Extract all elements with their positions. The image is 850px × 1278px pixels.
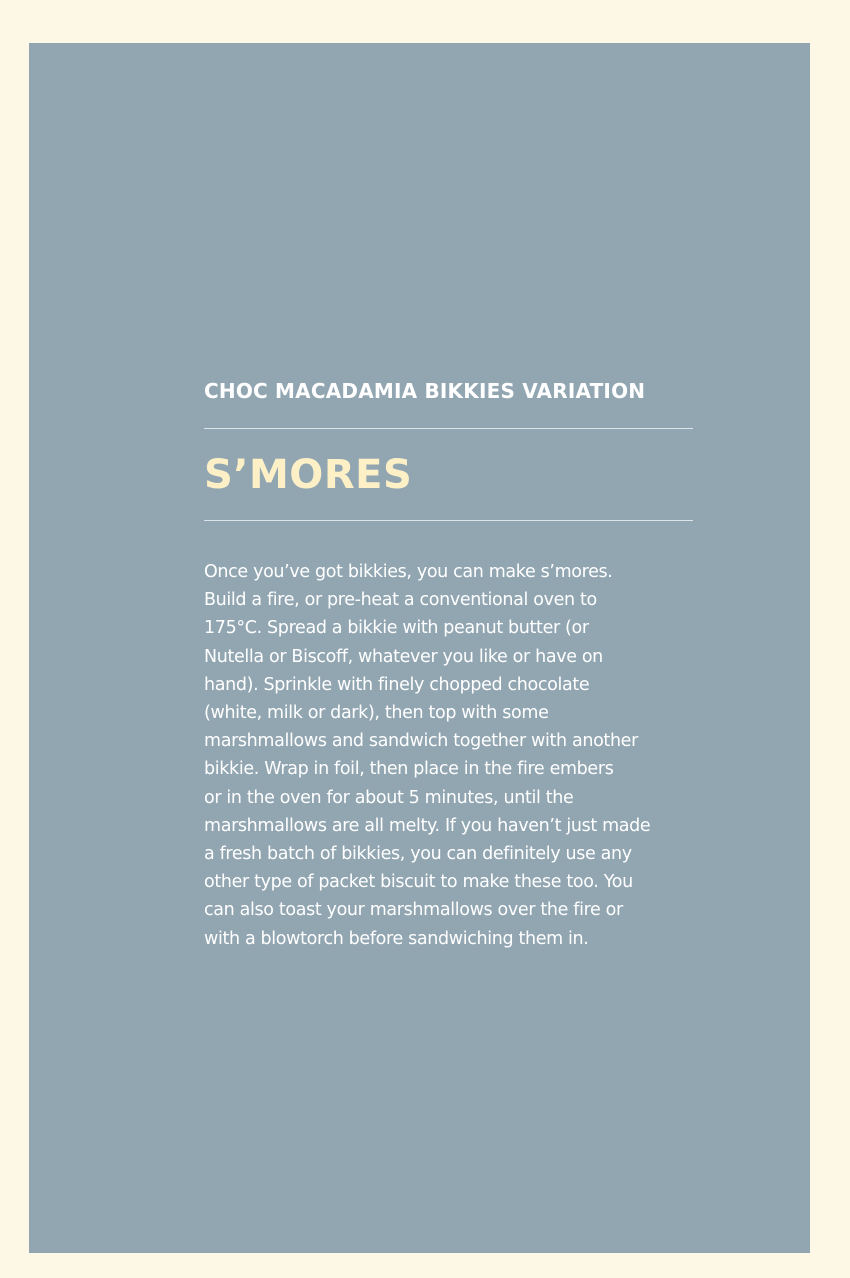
body-line: with a blowtorch before sandwiching them in. bbox=[204, 928, 589, 949]
recipe-title: S’MORES bbox=[204, 452, 413, 498]
body-line: Nutella or Biscoff, whatever you like or have on bbox=[204, 646, 603, 667]
recipe-content bbox=[204, 377, 693, 953]
body-line: marshmallows are all melty. If you haven’t just made bbox=[204, 815, 651, 836]
body-line: other type of packet biscuit to make these too. You bbox=[204, 872, 633, 893]
recipe-panel bbox=[29, 43, 810, 1253]
body-line: Build a fire, or pre-heat a conventional oven to bbox=[204, 590, 597, 611]
body-line: or in the oven for about 5 minutes, until the bbox=[204, 787, 574, 808]
body-line: marshmallows and sandwich together with another bbox=[204, 731, 638, 752]
body-line: can also toast your marshmallows over the fire or bbox=[204, 900, 623, 921]
body-line: hand). Sprinkle with finely chopped chocolate bbox=[204, 674, 590, 695]
body-line: a fresh batch of bikkies, you can definitely use any bbox=[204, 844, 632, 865]
recipe-body bbox=[204, 558, 704, 953]
body-line: (white, milk or dark), then top with some bbox=[204, 703, 549, 724]
body-line: bikkie. Wrap in foil, then place in the fire embers bbox=[204, 759, 614, 780]
body-line: 175°C. Spread a bikkie with peanut butter (or bbox=[204, 618, 589, 639]
body-line: Once you’ve got bikkies, you can make s’mores. bbox=[204, 562, 613, 582]
bottom-divider bbox=[204, 520, 693, 521]
recipe-kicker: CHOC MACADAMIA BIKKIES VARIATION bbox=[204, 379, 646, 403]
